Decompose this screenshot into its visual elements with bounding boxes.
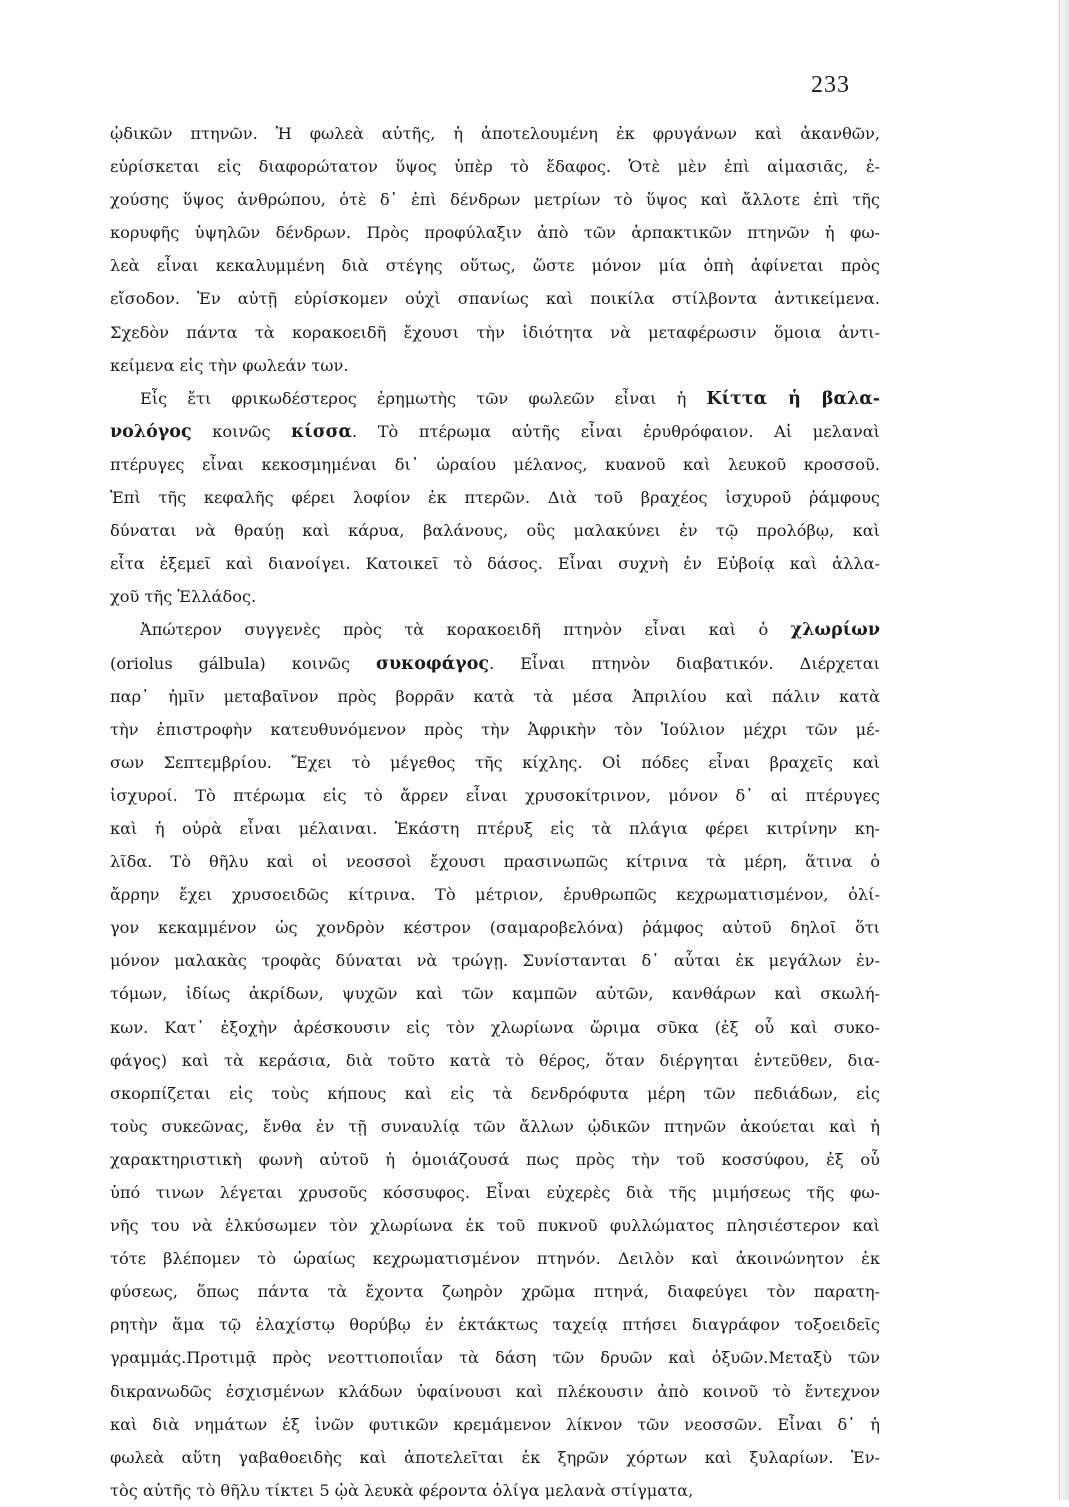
text-line: κων. Κατ᾿ ἐξοχὴν ἀρέσκουσιν εἰς τὸν χλωρίωνα ὥριμα σῦκα (ἐξ οὗ καὶ συκο-: [110, 1017, 880, 1037]
text-line: εὑρίσκεται εἰς διαφορώτατον ὕψος ὑπὲρ τὸ ἔδαφος. Ὁτὲ μὲν ἐπὶ αἱμασιᾶς, ἐ-: [110, 157, 880, 177]
text-line: [110, 613, 880, 646]
line-segment: . Τὸ πτέρωμα αὐτῆς εἶναι ἐρυθρόφαιον. Αἱ μελαναὶ: [352, 421, 880, 441]
text-line: φωλεὰ αὕτη γαβαθοειδὴς καὶ ἀποτελεῖται ἐκ ξηρῶν χόρτων καὶ ξυλαρίων. Ἐν-: [110, 1447, 880, 1467]
common-name-jay: κίσσα: [291, 421, 353, 442]
text-line: χαρακτηριστικὴ φωνὴ αὐτοῦ ἡ ὁμοιάζουσά πως πρὸς τὴν τοῦ κοσσύφου, ἐξ οὗ: [110, 1149, 880, 1169]
text-line: ρητὴν ἅμα τῷ ἐλαχίστῳ θορύβῳ ἐν ἐκτάκτως ταχείᾳ πτήσει διαγράφον τοξοειδεῖς: [110, 1315, 880, 1335]
text-line: κορυφῆς ὑψηλῶν δένδρων. Πρὸς προφύλαξιν ἀπὸ τῶν ἁρπακτικῶν πτηνῶν ἡ φω-: [110, 223, 880, 243]
paragraph-jay: [110, 382, 880, 614]
text-line: [110, 382, 880, 415]
text-line: μόνον μαλακὰς τροφὰς δύναται νὰ τρώγῃ. Συνίστανται δ᾿ αὗται ἐκ μεγάλων ἐν-: [110, 951, 880, 971]
line-segment: Εἷς ἔτι φρικωδέστερος ἐρημωτὴς τῶν φωλεῶν εἶναι ἡ: [140, 388, 687, 408]
text-line: τὴν ἐπιστροφὴν κατευθυνόμενον πρὸς τὴν Ἀφρικὴν τὸν Ἰούλιον μέχρι τῶν μέ-: [110, 719, 880, 739]
text-line: παρ᾿ ἡμῖν μεταβαῖνον πρὸς βορρᾶν κατὰ τὰ μέσα Ἀπριλίου καὶ πάλιν κατὰ: [110, 686, 880, 706]
line-segment: κοινῶς: [212, 421, 271, 441]
species-name-jay: Κίττα ἡ βαλα-: [706, 388, 880, 409]
text-line: σων Σεπτεμβρίου. Ἔχει τὸ μέγεθος τῆς κίχλης. Οἱ πόδες εἶναι βραχεῖς καὶ: [110, 752, 880, 772]
text-line: ᾠδικῶν πτηνῶν. Ἡ φωλεὰ αὐτῆς, ἡ ἀποτελουμένη ἐκ φρυγάνων καὶ ἀκανθῶν,: [110, 124, 880, 143]
text-line: χοῦ τῆς Ἑλλάδος.: [110, 587, 257, 607]
text-line: ὑπό τινων λέγεται χρυσοῦς κόσσυφος. Εἶναι εὐχερὲς διὰ τῆς μιμήσεως τῆς φω-: [110, 1183, 880, 1202]
text-line: χούσης ὕψος ἀνθρώπου, ὁτὲ δ᾿ ἐπὶ δένδρων μετρίων τὸ ὕψος καὶ ἄλλοτε ἐπὶ τῆς: [110, 190, 880, 210]
text-line: γον κεκαμμένον ὡς χονδρὸν κέστρον (σαμαροβελόνα) ῥάμφος αὐτοῦ δηλοῖ ὅτι: [110, 918, 880, 938]
paragraph-nest-description: [110, 117, 880, 382]
line-segment: . Εἶναι πτηνὸν διαβατικόν. Διέρχεται: [489, 653, 880, 673]
text-line: τότε βλέπομεν τὸ ὡραίως κεχρωματισμένον πτηνόν. Δειλὸν καὶ ἀκοινώνητον ἐκ: [110, 1249, 880, 1269]
text-line: γραμμάς.Προτιμᾷ πρὸς νεοττιοποιΐαν τὰ δάση τῶν δρυῶν καὶ ὀξυῶν.Μεταξὺ τῶν: [110, 1348, 880, 1368]
common-name-oriole: συκοφάγος: [376, 653, 490, 674]
text-line: εἴσοδον. Ἐν αὐτῇ εὑρίσκομεν οὐχὶ σπανίως καὶ ποικίλα στίλβοντα ἀντικείμενα.: [110, 289, 880, 309]
text-line: φάγος) καὶ τὰ κεράσια, διὰ τοῦτο κατὰ τὸ θέρος, ὅταν διέργηται ἐντεῦθεν, δια-: [110, 1050, 880, 1070]
text-line: [110, 415, 880, 448]
text-line: σκορπίζεται εἰς τοὺς κήπους καὶ εἰς τὰ δενδρόφυτα μέρη τῶν πεδιάδων, εἰς: [110, 1083, 880, 1103]
page-edge-shadow: [1055, 0, 1069, 1500]
text-line: Σχεδὸν πάντα τὰ κορακοειδῆ ἔχουσι τὴν ἰδιότητα νὰ μεταφέρωσιν ὅμοια ἀντι-: [110, 322, 880, 342]
text-line: λεὰ εἶναι κεκαλυμμένη διὰ στέγης οὕτως, ὥστε μόνον μία ὀπὴ ἀφίνεται πρὸς: [110, 256, 880, 276]
text-line: δύναται νὰ θραύῃ καὶ κάρυα, βαλάνους, οὓς μαλακύνει ἐν τῷ προλόβῳ, καὶ: [110, 521, 880, 541]
text-line: πτέρυγες εἶναι κεκοσμημέναι δι᾿ ὡραίου μέλανος, κυανοῦ καὶ λευκοῦ κροσσοῦ.: [110, 454, 880, 474]
paragraph-oriole: [110, 613, 880, 1507]
text-line: [110, 647, 880, 680]
text-line: ἄρρην ἔχει χρυσοειδῶς κίτρινα. Τὸ μέτριον, ἐρυθρωπῶς κεχρωματισμένον, ὀλί-: [110, 885, 880, 905]
text-line: λῖδα. Τὸ θῆλυ καὶ οἱ νεοσσοὶ ἔχουσι πρασινωπῶς κίτρινα τὰ μέρη, ἅτινα ὁ: [110, 852, 880, 872]
species-name-jay-cont: νολόγος: [110, 421, 192, 442]
text-line: καὶ ἡ οὐρὰ εἶναι μέλαιναι. Ἑκάστη πτέρυξ εἰς τὰ πλάγια φέρει κιτρίνην κη-: [110, 818, 880, 838]
text-line: δικρανωδῶς ἐσχισμένων κλάδων ὑφαίνουσι καὶ πλέκουσιν ἀπὸ κοινοῦ τὸ ἔντεχνον: [110, 1381, 880, 1401]
text-line: τὸς αὐτῆς τὸ θῆλυ τίκτει 5 ᾠὰ λευκὰ φέροντα ὀλίγα μελανὰ στίγματα,: [110, 1480, 694, 1500]
text-line: νῆς του νὰ ἑλκύσωμεν τὸν χλωρίωνα ἐκ τοῦ πυκνοῦ φυλλώματος πλησιέστερον καὶ: [110, 1216, 880, 1236]
line-segment: (oriolus gálbula) κοινῶς: [110, 653, 351, 673]
text-line: τοὺς συκεῶνας, ἔνθα ἐν τῇ συναυλίᾳ τῶν ἄλλων ᾠδικῶν πτηνῶν ἀκούεται καὶ ἡ: [110, 1116, 880, 1136]
text-line: κείμενα εἰς τὴν φωλεάν των.: [110, 355, 349, 375]
text-line: Ἐπὶ τῆς κεφαλῆς φέρει λοφίον ἐκ πτερῶν. Διὰ τοῦ βραχέος ἰσχυροῦ ῥάμφους: [110, 488, 880, 508]
text-line: εἶτα ἐξεμεῖ καὶ διανοίγει. Κατοικεῖ τὸ δάσος. Εἶναι συχνὴ ἐν Εὐβοίᾳ καὶ ἀλλα-: [110, 554, 880, 574]
body-text: [110, 117, 880, 1507]
text-line: ἰσχυροί. Τὸ πτέρωμα εἰς τὸ ἄρρεν εἶναι χρυσοκίτρινον, μόνον δ᾿ αἱ πτέρυγες: [110, 785, 880, 805]
text-line: τόμων, ἰδίως ἀκρίδων, ψυχῶν καὶ τῶν καμπῶν αὐτῶν, κανθάρων καὶ σκωλή-: [110, 984, 880, 1004]
page-number: 233: [811, 72, 850, 98]
line-segment: Ἀπώτερον συγγενὲς πρὸς τὰ κορακοειδῆ πτηνὸν εἶναι καὶ ὁ: [140, 620, 769, 640]
text-line: φύσεως, ὅπως πάντα τὰ ἔχοντα ζωηρὸν χρῶμα πτηνά, διαφεύγει τὸν παρατη-: [110, 1282, 880, 1302]
species-name-oriole: χλωρίων: [790, 620, 880, 641]
text-line: καὶ διὰ νημάτων ἐξ ἰνῶν φυτικῶν κρεμάμενον λίκνον τῶν νεοσσῶν. Εἶναι δ᾿ ἡ: [110, 1414, 880, 1434]
